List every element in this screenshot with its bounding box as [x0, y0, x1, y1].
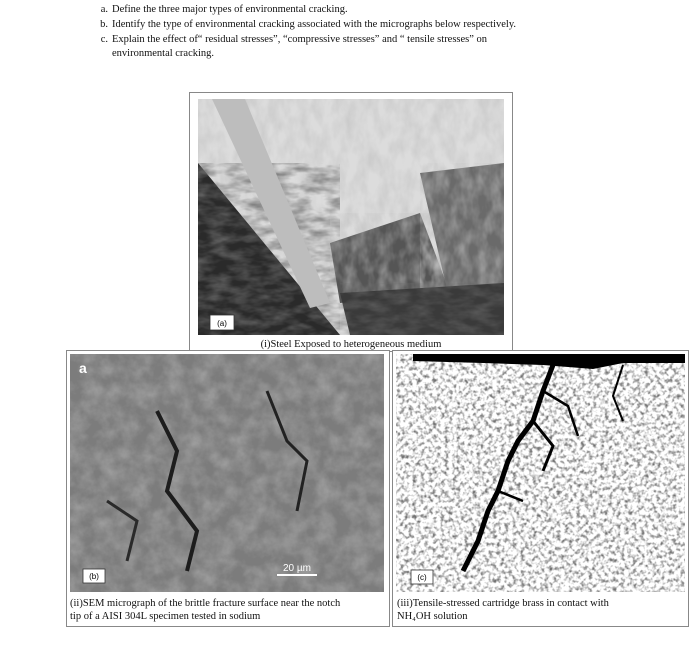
sem-corner-letter: a [79, 360, 87, 376]
question-c-text: Explain the effect of“ residual stresses”, “compressive stresses” and “ tensile stresses” on [112, 34, 488, 45]
question-b-label: b. [100, 19, 108, 30]
question-c-text-cont: environmental cracking. [112, 48, 215, 59]
sem-micrograph [67, 351, 389, 596]
steel-caption: (i)Steel Exposed to heterogeneous medium [260, 339, 442, 350]
sem-caption-line1: (ii)SEM micrograph of the brittle fracture surface near the notch [70, 598, 341, 609]
brass-caption-line1: (iii)Tensile-stressed cartridge brass in contact with [397, 598, 609, 609]
brass-figure [392, 350, 689, 627]
steel-micrograph [190, 93, 512, 339]
steel-figure [189, 92, 513, 352]
question-c-label: c. [100, 34, 108, 45]
question-a-label: a. [100, 4, 108, 15]
brass-tag: (c) [417, 573, 427, 582]
question-c-continued [112, 48, 214, 60]
brass-micrograph [393, 351, 688, 596]
steel-tag: (a) [217, 319, 227, 328]
sem-caption-line2: tip of a AISI 304L specimen tested in sodium [70, 611, 261, 622]
question-a [100, 4, 348, 16]
brass-caption-line2: NH₄OH solution [397, 611, 468, 622]
sem-tag: (b) [89, 572, 99, 581]
sem-scale-label: 20 µm [283, 563, 311, 574]
question-b [100, 19, 517, 31]
sem-figure [66, 350, 390, 627]
question-a-text: Define the three major types of environmental cracking. [112, 4, 348, 15]
question-c [100, 34, 488, 46]
question-b-text: Identify the type of environmental cracking associated with the micrographs below respectively. [112, 19, 517, 30]
